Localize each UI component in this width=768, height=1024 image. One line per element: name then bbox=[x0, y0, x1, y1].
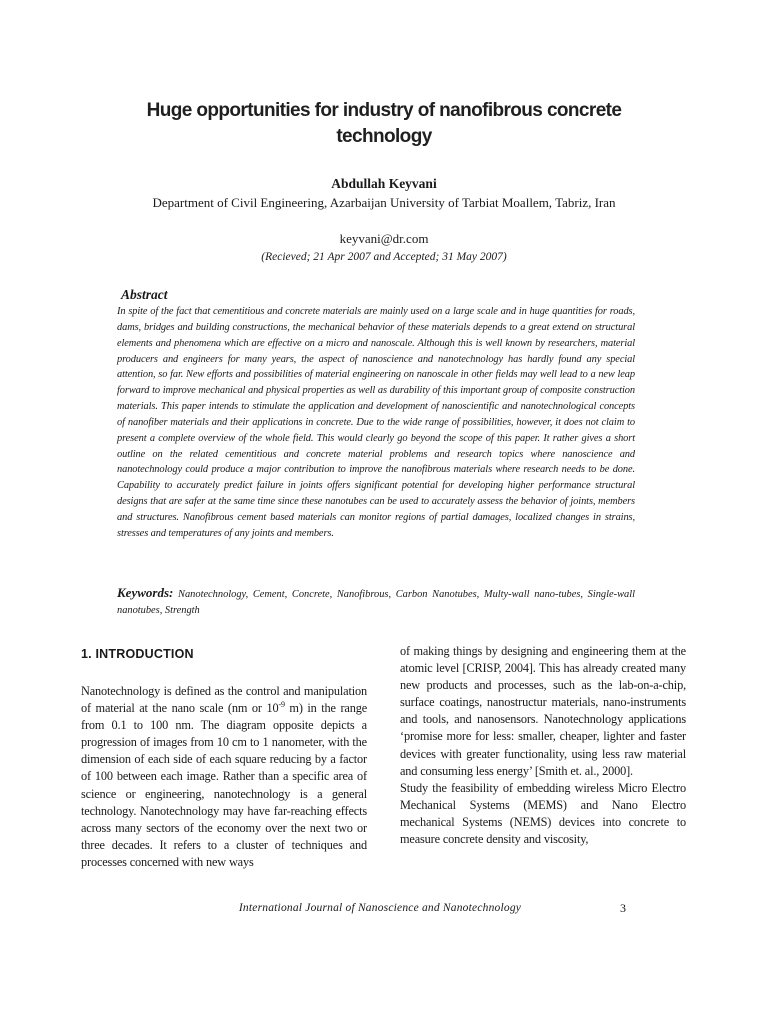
abstract-text: In spite of the fact that cementitious and concrete materials are mainly used on a large scale and in huge quantities for roads, dams, bridges and building constructions, the mechanical behavior of these materials depends to a great extend on structural elements and phenomena which are effective on a micro and nanoscale. Although this is well known by researchers, material producers and engineers for many years, the aspect of nanoscience and nanotechnology has hardly found any special attention, so far. New efforts and possibilities of material engineering on nanoscale in other fields may well lead to a new leap forward to improve mechanical and physical properties as well as durability of this important group of composite construction materials. This paper intends to stimulate the application and development of nanoscientific and nanotechnological concepts of nanofiber materials and their applications in concrete. Due to the wide range of possibilities, however, it does not claim to present a complete overview of the whole field. This would clearly go beyond the scope of this paper. It rather gives a short outline on the related cementitious and concrete material problems and research topics where nanoscience and nanotechnology could produce a major contribution to improve the nanofibrous materials where research needs to be done. Capability to accurately predict failure in joints offers significant potential for developing higher performance structural designs that are safer at the same time since these nanotubes can be used to accurately assess the behavior of joints, members and structures. Nanofibrous cement based materials can monitor regions of partial damages, localized changes in strains, stresses and temperatures of any joints and members. bbox=[117, 306, 635, 539]
submission-dates: (Recieved; 21 Apr 2007 and Accepted; 31 May 2007) bbox=[261, 251, 507, 263]
keywords-label: Keywords: bbox=[117, 585, 174, 600]
keywords-block bbox=[117, 585, 635, 618]
journal-name-footer: International Journal of Nanoscience and Nanotechnology bbox=[238, 902, 522, 914]
intro-p1-text-a: Nanotechnology is defined as the control and manipulation of material at the nano scale (nm or 10 bbox=[81, 684, 367, 716]
intro-paragraph-1 bbox=[81, 683, 367, 871]
author-email: keyvani@dr.com bbox=[339, 231, 429, 246]
page-number: 3 bbox=[620, 901, 626, 915]
abstract-heading: Abstract bbox=[121, 287, 168, 302]
section-heading-introduction: 1. INTRODUCTION bbox=[81, 647, 194, 661]
exponent: -9 bbox=[278, 700, 285, 709]
author-affiliation: Department of Civil Engineering, Azarbaijan University of Tarbiat Moallem, Tabriz, Iran bbox=[152, 195, 616, 210]
right-column bbox=[400, 643, 686, 848]
keywords-text: Nanotechnology, Cement, Concrete, Nanofibrous, Carbon Nanotubes, Multy-wall nano-tubes, Single-wall nanotubes, Strength bbox=[117, 589, 635, 616]
author-name: Abdullah Keyvani bbox=[331, 176, 437, 191]
paper-title: Huge opportunities for industry of nanofibrous concrete technology bbox=[146, 100, 622, 147]
intro-paragraph-2: of making things by designing and engineering them at the atomic level [CRISP, 2004]. This has already created many new products and processes, such as the lab-on-a-chip, surface coatings, nanostructur materials, nano-instruments and tools, and nanosensors. Nanotechnology applications ‘promise more for less: smaller, cheaper, lighter and faster devices with greater functionality, using less raw material and consuming less energy’ [Smith et. al., 2000]. bbox=[400, 644, 686, 778]
intro-paragraph-3: Study the feasibility of embedding wireless Micro Electro Mechanical Systems (MEMS) and Nano Electro mechanical Systems (NEMS) devices into concrete to measure concrete density and viscosity, bbox=[400, 780, 686, 847]
left-column bbox=[81, 642, 367, 871]
intro-p1-text-b: m) in the range from 0.1 to 100 nm. The diagram opposite depicts a progression of images from 10 cm to 1 nanometer, with the dimension of each side of each square reducing by a factor of 100 between each image. Rather than a specific area of science or engineering, nanotechnology is a general technology. Nanotechnology may have far-reaching effects across many sectors of the economy over the next two or three decades. It refers to a cluster of techniques and processes concerned with new ways bbox=[81, 701, 368, 869]
